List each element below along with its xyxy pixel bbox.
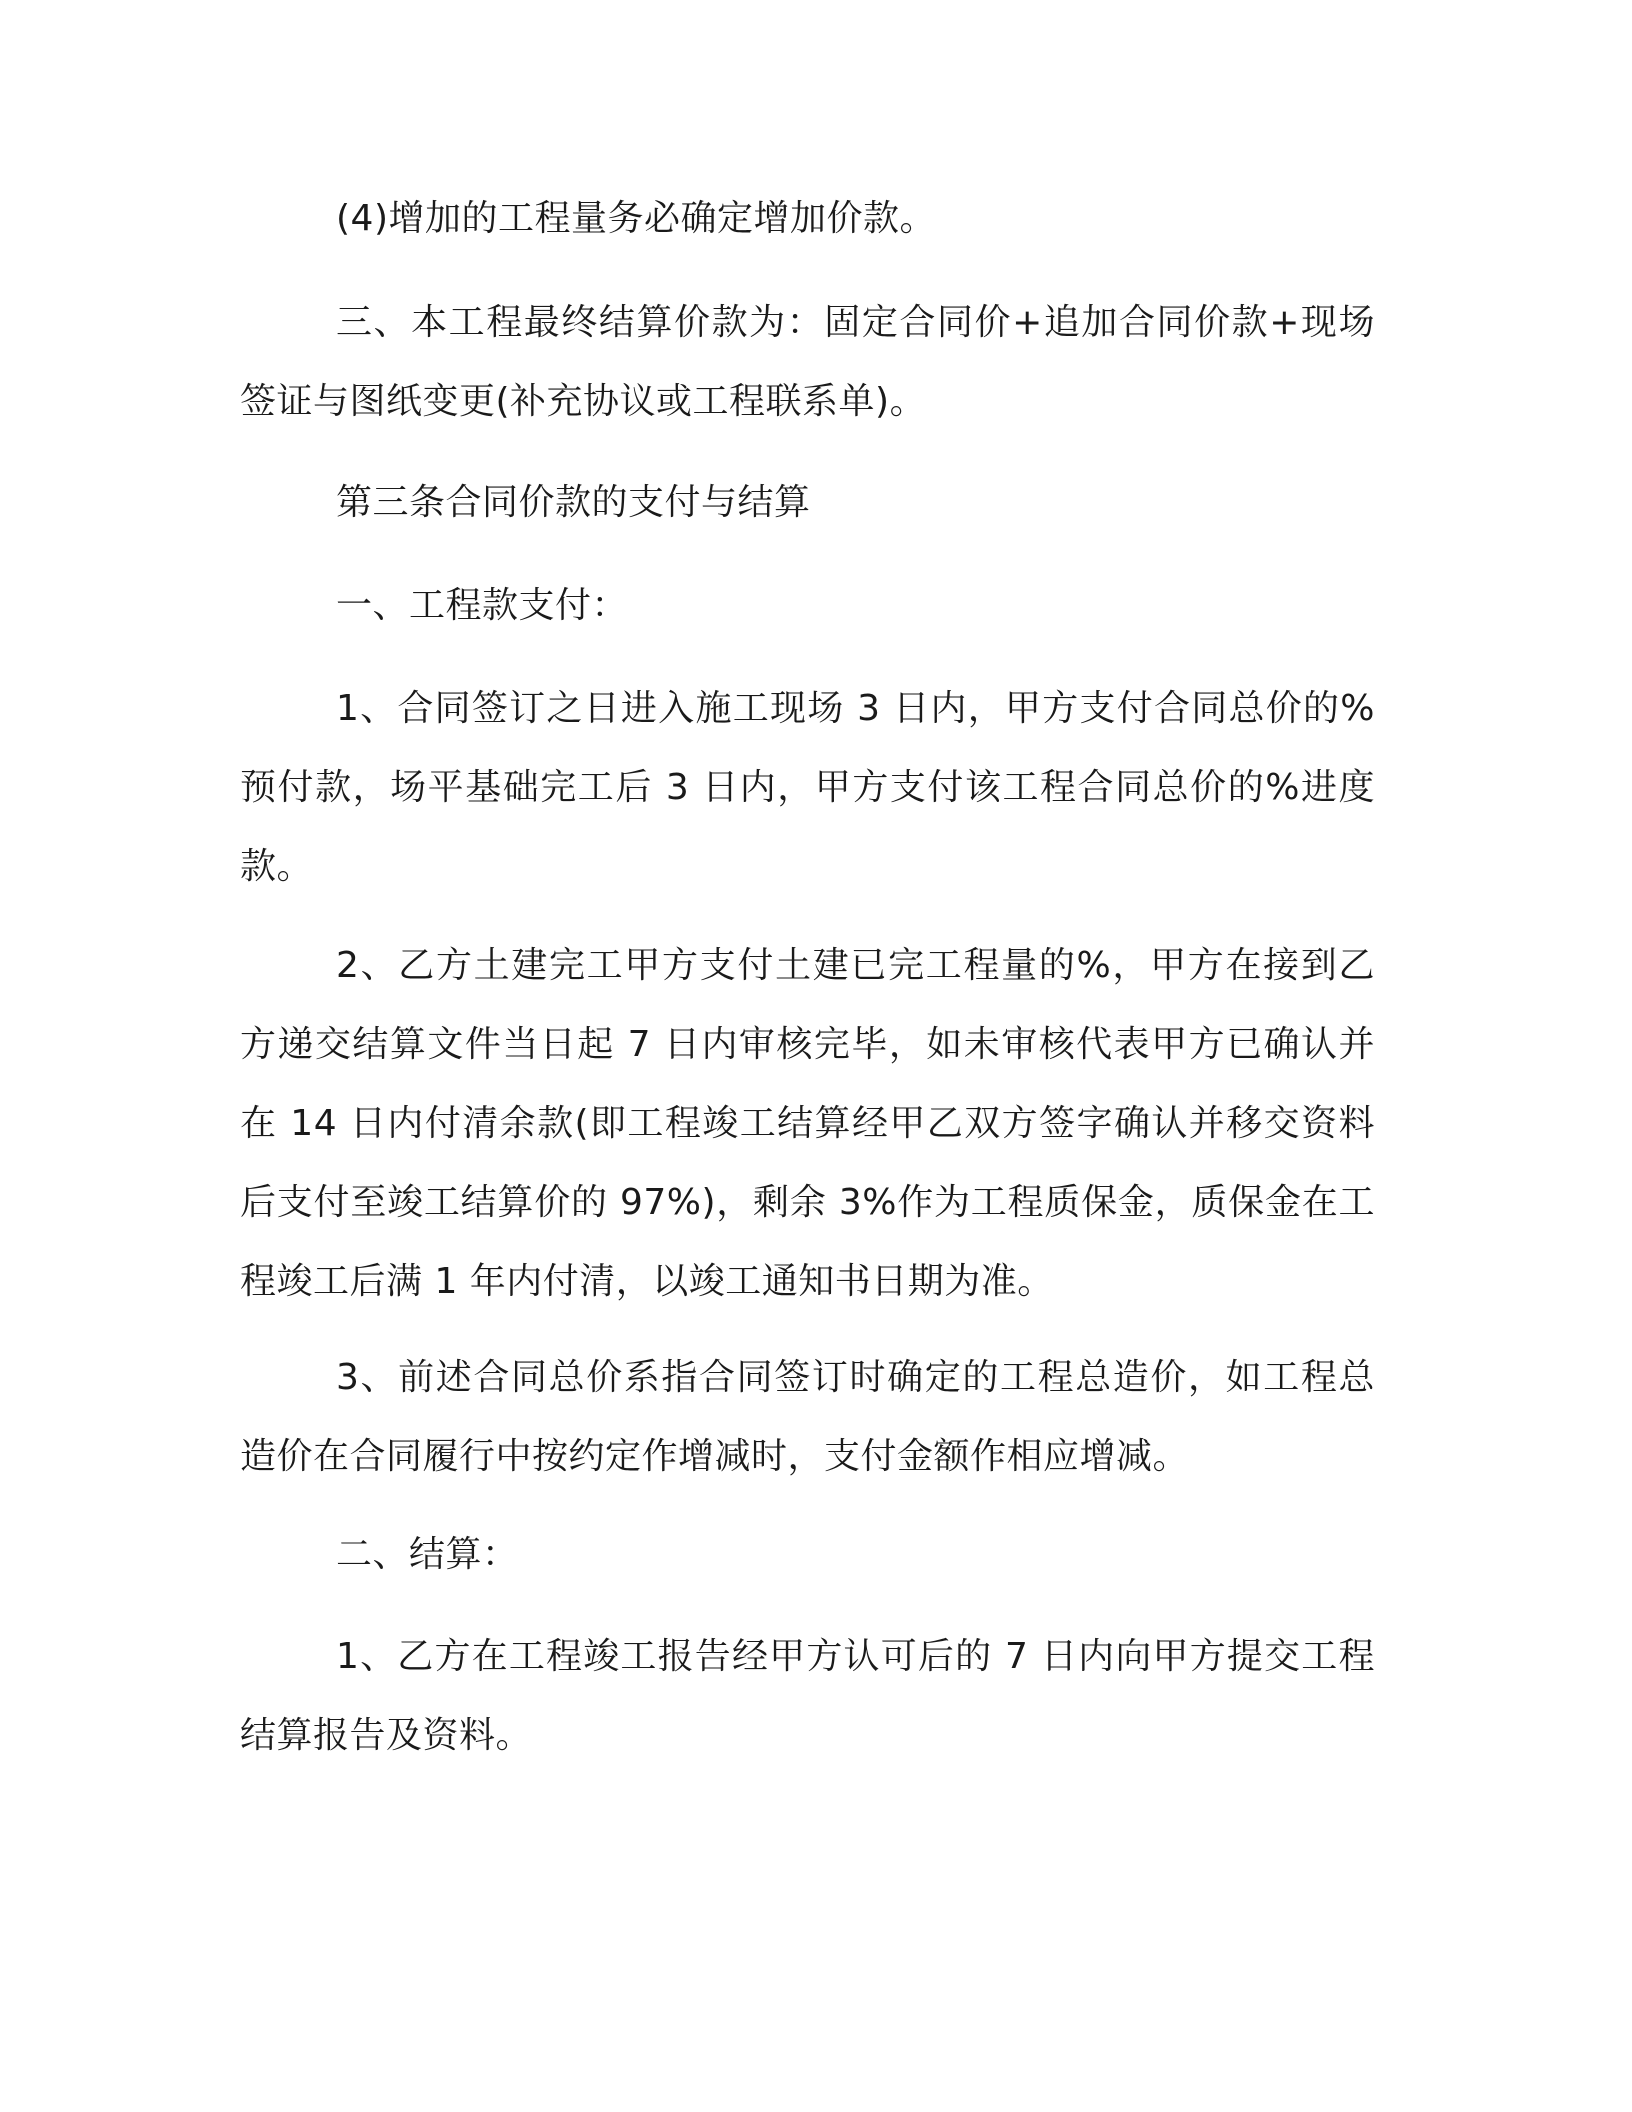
article-three-heading: 第三条合同价款的支付与结算 bbox=[336, 482, 811, 523]
payment-item-2-paragraph: 2、乙方土建完工甲方支付土建已完工程量的%，甲方在接到乙方递交结算文件当日起 7 日内审核完毕，如未审核代表甲方已确认并在 14 日内付清余款(即工程竣工结算经甲乙双方签字确认并移交资料后支付至竣工结算价的 97%)，剩余 3%作为工程质保金，质保金在工程竣工后满 1 年内付清，以竣工通知书日期为准。 bbox=[240, 945, 1375, 1302]
clause-4-paragraph: (4)增加的工程量务必确定增加价款。 bbox=[336, 198, 936, 239]
settlement-section-heading: 二、结算： bbox=[336, 1534, 519, 1575]
payment-item-1-paragraph: 1、合同签订之日进入施工现场 3 日内，甲方支付合同总价的%预付款，场平基础完工后 3 日内，甲方支付该工程合同总价的%进度款。 bbox=[240, 688, 1375, 887]
settlement-item-1-paragraph: 1、乙方在工程竣工报告经甲方认可后的 7 日内向甲方提交工程结算报告及资料。 bbox=[240, 1636, 1375, 1756]
payment-section-heading: 一、工程款支付： bbox=[336, 585, 629, 626]
final-settlement-paragraph: 三、本工程最终结算价款为：固定合同价+追加合同价款+现场签证与图纸变更(补充协议或工程联系单)。 bbox=[240, 302, 1375, 422]
payment-item-3-paragraph: 3、前述合同总价系指合同签订时确定的工程总造价，如工程总造价在合同履行中按约定作增减时，支付金额作相应增减。 bbox=[240, 1357, 1375, 1477]
